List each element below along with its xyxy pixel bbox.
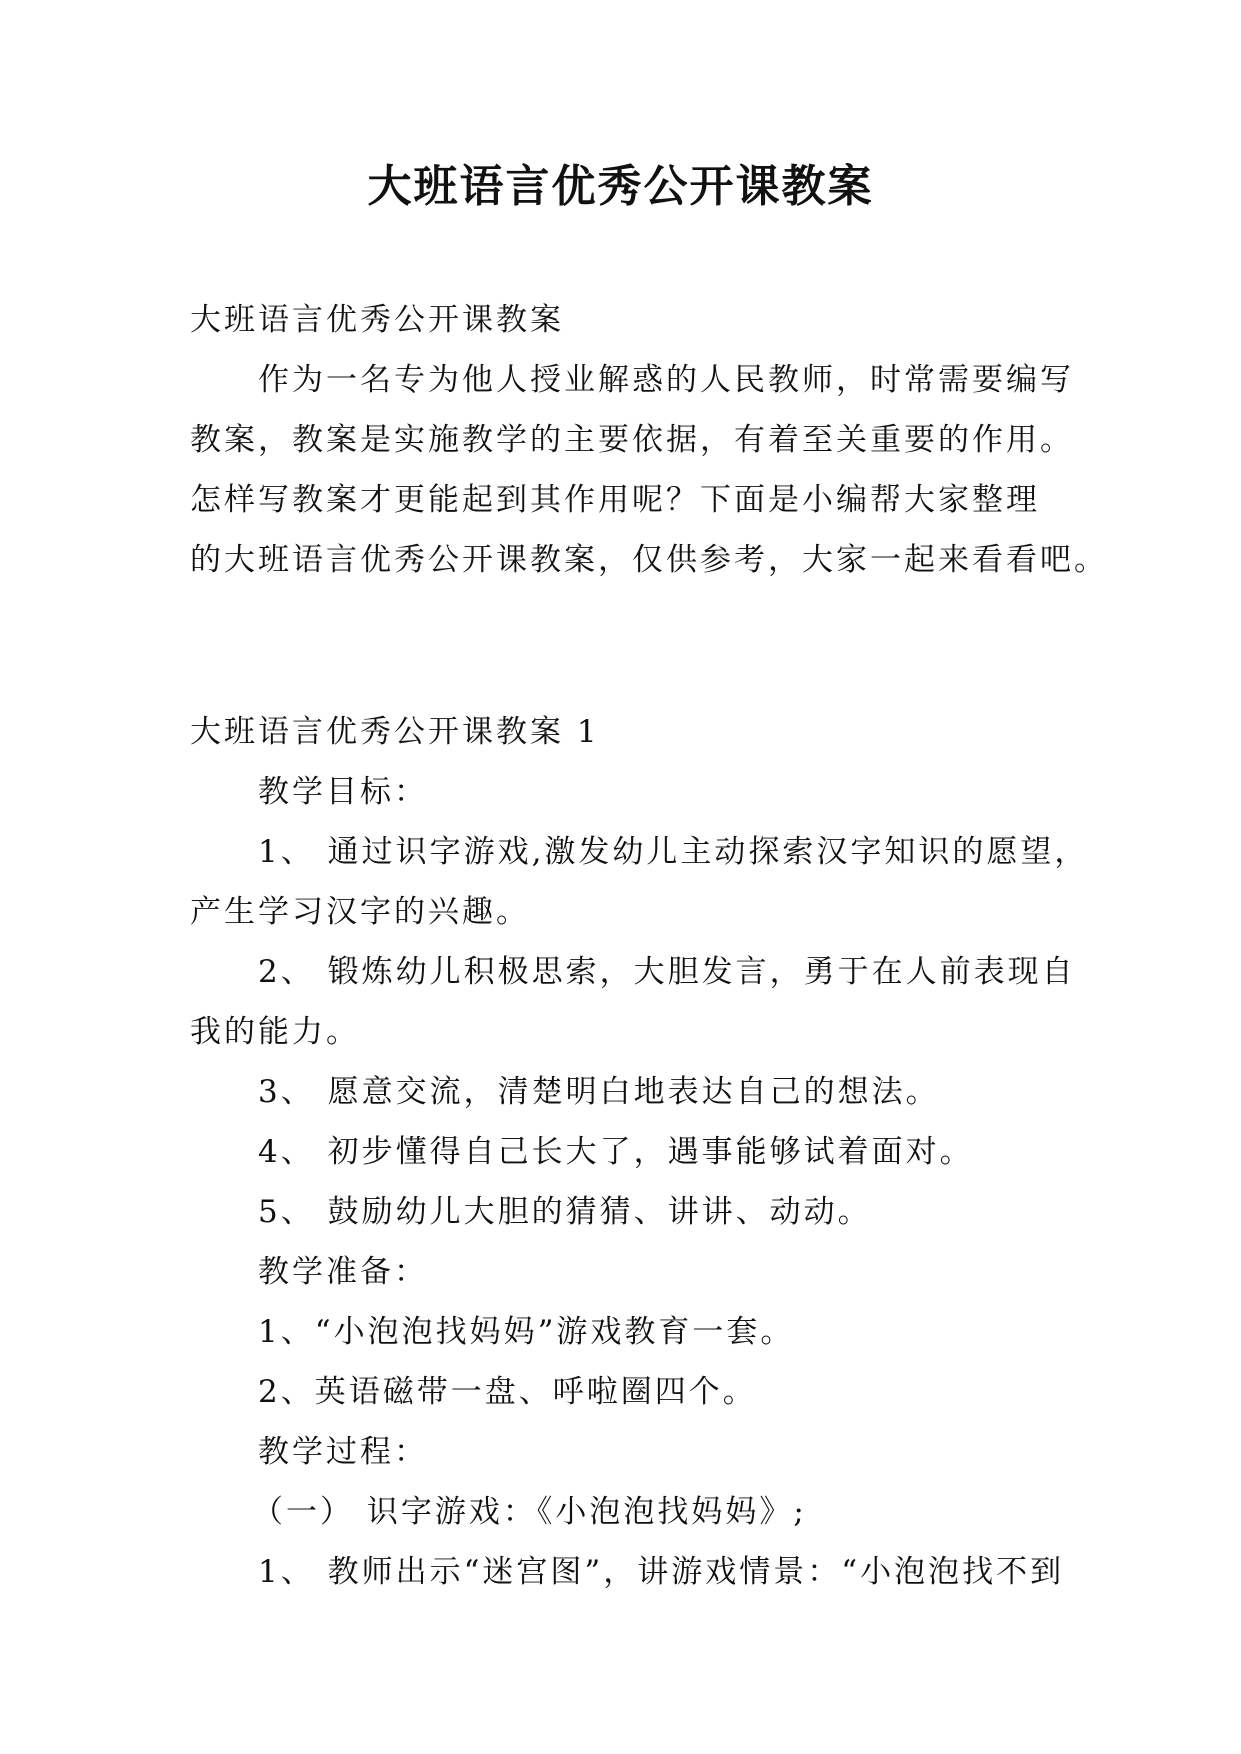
intro-line-1: 作为一名专为他人授业解惑的人民教师，时常需要编写: [258, 362, 1074, 398]
goal-line-7: 5、 鼓励幼儿大胆的猜猜、讲讲、动动。: [258, 1194, 872, 1230]
prep-heading: 教学准备：: [258, 1254, 428, 1290]
intro-line-3: 怎样写教案才更能起到其作用呢？下面是小编帮大家整理: [190, 482, 1040, 518]
document-title: 大班语言优秀公开课教案: [367, 161, 874, 212]
goal-line-2: 产生学习汉字的兴趣。: [190, 894, 530, 930]
goal-line-3: 2、 锻炼幼儿积极思索，大胆发言，勇于在人前表现自: [258, 954, 1076, 990]
prep-line-2: 2、英语磁带一盘、呼啦圈四个。: [258, 1374, 757, 1410]
goal-line-4: 我的能力。: [190, 1014, 360, 1050]
process-line-1: （一） 识字游戏：《小泡泡找妈妈》;: [252, 1494, 807, 1530]
goal-line-6: 4、 初步懂得自己长大了，遇事能够试着面对。: [258, 1134, 974, 1170]
intro-line-2: 教案，教案是实施教学的主要依据，有着至关重要的作用。: [190, 422, 1074, 458]
process-line-2: 1、 教师出示“迷宫图”，讲游戏情景：“小泡泡找不到: [258, 1554, 1065, 1590]
process-heading: 教学过程：: [258, 1434, 428, 1470]
section-heading: 大班语言优秀公开课教案 1: [190, 714, 600, 750]
intro-line-4: 的大班语言优秀公开课教案，仅供参考，大家一起来看看吧。: [190, 542, 1108, 578]
subtitle: 大班语言优秀公开课教案: [190, 302, 564, 338]
goal-line-5: 3、 愿意交流，清楚明白地表达自己的想法。: [258, 1074, 940, 1110]
goal-line-1: 1、 通过识字游戏,激发幼儿主动探索汉字知识的愿望，: [258, 834, 1089, 870]
prep-line-1: 1、“小泡泡找妈妈”游戏教育一套。: [258, 1314, 795, 1350]
document-body: [190, 290, 1108, 1602]
goals-heading: 教学目标：: [258, 774, 428, 810]
section-spacer: [190, 590, 1070, 702]
